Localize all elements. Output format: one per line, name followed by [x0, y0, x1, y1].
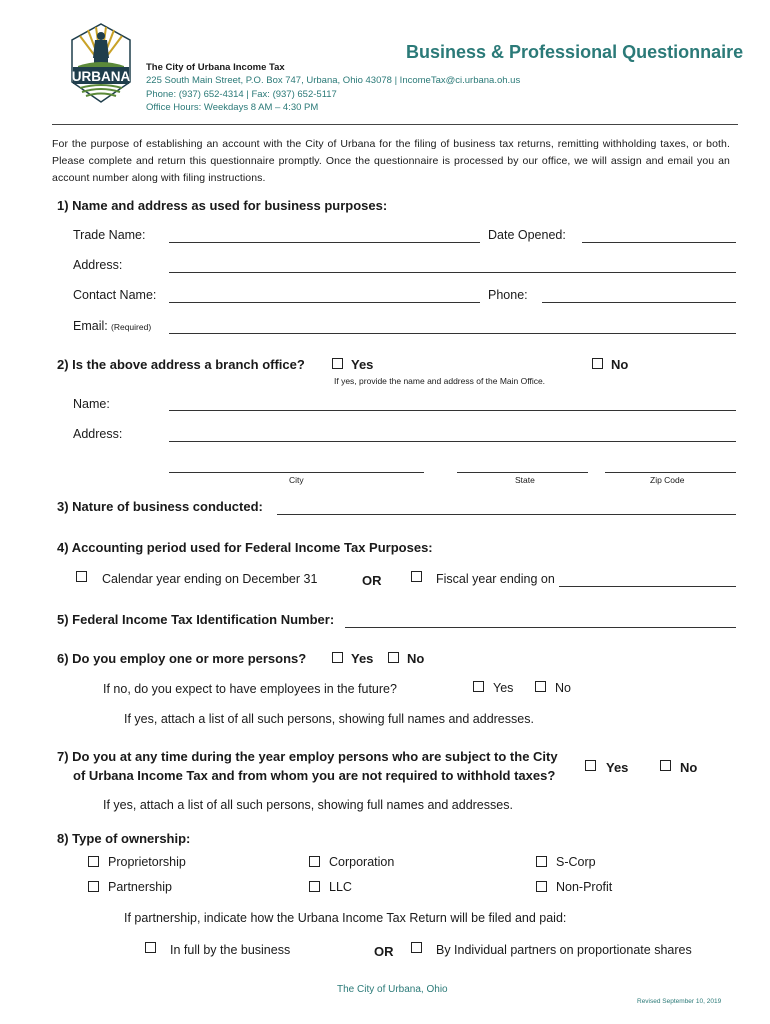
- section-3-heading: 3) Nature of business conducted:: [57, 499, 263, 514]
- future-no-checkbox[interactable]: [535, 681, 546, 692]
- non-profit-checkbox[interactable]: [536, 881, 547, 892]
- section-7-heading-line1: 7) Do you at any time during the year employ persons who are subject to the City: [57, 749, 558, 764]
- logo-text: URBANA: [71, 69, 131, 84]
- nonwithheld-no-label: No: [680, 760, 698, 775]
- calendar-year-label: Calendar year ending on December 31: [102, 572, 318, 586]
- city-seal-icon: [68, 22, 134, 104]
- employ-no-label: No: [407, 651, 425, 666]
- section-6-heading: 6) Do you employ one or more persons?: [57, 651, 307, 666]
- individual-partners-checkbox[interactable]: [411, 942, 422, 953]
- city-field[interactable]: [169, 472, 424, 473]
- branch-yes-label: Yes: [351, 357, 374, 372]
- section-2-heading: 2) Is the above address a branch office?: [57, 357, 305, 372]
- state-caption: State: [515, 475, 535, 485]
- proprietorship-checkbox[interactable]: [88, 856, 99, 867]
- main-office-address-label: Address:: [73, 427, 123, 441]
- individual-partners-label: By Individual partners on proportionate shares: [436, 943, 692, 957]
- email-required-note: (Required): [111, 322, 152, 332]
- partnership-label: Partnership: [108, 880, 172, 894]
- nonwithheld-no-checkbox[interactable]: [660, 760, 671, 771]
- in-full-checkbox[interactable]: [145, 942, 156, 953]
- partnership-checkbox[interactable]: [88, 881, 99, 892]
- branch-yes-checkbox[interactable]: [332, 358, 343, 369]
- filing-or-label: OR: [374, 944, 394, 959]
- corporation-label: Corporation: [329, 855, 395, 869]
- branch-no-checkbox[interactable]: [592, 358, 603, 369]
- phone-label: Phone:: [488, 288, 528, 302]
- main-office-name-label: Name:: [73, 397, 110, 411]
- trade-name-field[interactable]: [169, 242, 480, 243]
- trade-name-label: Trade Name:: [73, 228, 146, 242]
- main-office-address-field[interactable]: [169, 441, 736, 442]
- contact-name-label: Contact Name:: [73, 288, 157, 302]
- future-yes-label: Yes: [493, 681, 514, 695]
- fiscal-year-checkbox[interactable]: [411, 571, 422, 582]
- nature-of-business-field[interactable]: [277, 514, 736, 515]
- section-4-heading: 4) Accounting period used for Federal Income Tax Purposes:: [57, 540, 433, 555]
- zip-caption: Zip Code: [650, 475, 685, 485]
- date-opened-label: Date Opened:: [488, 228, 566, 242]
- llc-label: LLC: [329, 880, 352, 894]
- org-phone: Phone: (937) 652-4314 | Fax: (937) 652-5117: [146, 89, 337, 100]
- future-no-label: No: [555, 681, 571, 695]
- branch-no-label: No: [611, 357, 629, 372]
- proprietorship-label: Proprietorship: [108, 855, 186, 869]
- section-8-heading: 8) Type of ownership:: [57, 831, 191, 846]
- page-title: Business & Professional Questionnaire: [406, 42, 744, 62]
- main-office-name-field[interactable]: [169, 410, 736, 411]
- accounting-or-label: OR: [362, 573, 382, 588]
- email-field[interactable]: [169, 333, 736, 334]
- city-logo: [68, 22, 134, 104]
- employ-yes-checkbox[interactable]: [332, 652, 343, 663]
- nonwithheld-attach-note: If yes, attach a list of all such persons, showing full names and addresses.: [103, 798, 513, 812]
- phone-field[interactable]: [542, 302, 736, 303]
- section-1-heading: 1) Name and address as used for business purposes:: [57, 198, 388, 213]
- fein-field[interactable]: [345, 627, 736, 628]
- corporation-checkbox[interactable]: [309, 856, 320, 867]
- city-caption: City: [289, 475, 304, 485]
- section-7-heading-line2: of Urbana Income Tax and from whom you are not required to withhold taxes?: [73, 768, 556, 783]
- section-5-heading: 5) Federal Income Tax Identification Number:: [57, 612, 335, 627]
- address-field[interactable]: [169, 272, 736, 273]
- footer-revised-date: Revised September 10, 2019: [637, 998, 722, 1005]
- state-field[interactable]: [457, 472, 588, 473]
- org-hours: Office Hours: Weekdays 8 AM – 4:30 PM: [146, 102, 319, 113]
- employees-attach-note: If yes, attach a list of all such persons, showing full names and addresses.: [124, 712, 534, 726]
- employ-no-checkbox[interactable]: [388, 652, 399, 663]
- org-address: 225 South Main Street, P.O. Box 747, Urbana, Ohio 43078 | IncomeTax@ci.urbana.oh.us: [146, 75, 521, 86]
- fiscal-year-end-field[interactable]: [559, 586, 736, 587]
- fiscal-year-label: Fiscal year ending on: [436, 572, 555, 586]
- nonwithheld-yes-label: Yes: [606, 760, 629, 775]
- employ-yes-label: Yes: [351, 651, 374, 666]
- s-corp-label: S-Corp: [556, 855, 596, 869]
- nonwithheld-yes-checkbox[interactable]: [585, 760, 596, 771]
- header-divider: [52, 124, 738, 125]
- in-full-label: In full by the business: [170, 943, 291, 957]
- calendar-year-checkbox[interactable]: [76, 571, 87, 582]
- contact-name-field[interactable]: [169, 302, 480, 303]
- footer-city-name: The City of Urbana, Ohio: [337, 984, 448, 995]
- s-corp-checkbox[interactable]: [536, 856, 547, 867]
- intro-text: For the purpose of establishing an account with the City of Urbana for the filing of business tax returns, remitting withholding taxes, or both. Please complete and return this questionnaire promptly. Once the questionnaire is processed by our office, we will assign and email you an account number along with filing instructions.: [52, 138, 730, 184]
- llc-checkbox[interactable]: [309, 881, 320, 892]
- email-label: Email:: [73, 319, 108, 333]
- date-opened-field[interactable]: [582, 242, 736, 243]
- zip-field[interactable]: [605, 472, 736, 473]
- partnership-filing-note: If partnership, indicate how the Urbana Income Tax Return will be filed and paid:: [124, 911, 567, 925]
- main-office-note: If yes, provide the name and address of the Main Office.: [334, 376, 546, 386]
- org-name: The City of Urbana Income Tax: [146, 62, 285, 73]
- future-yes-checkbox[interactable]: [473, 681, 484, 692]
- non-profit-label: Non-Profit: [556, 880, 613, 894]
- future-employees-question: If no, do you expect to have employees in the future?: [103, 682, 397, 696]
- address-label: Address:: [73, 258, 123, 272]
